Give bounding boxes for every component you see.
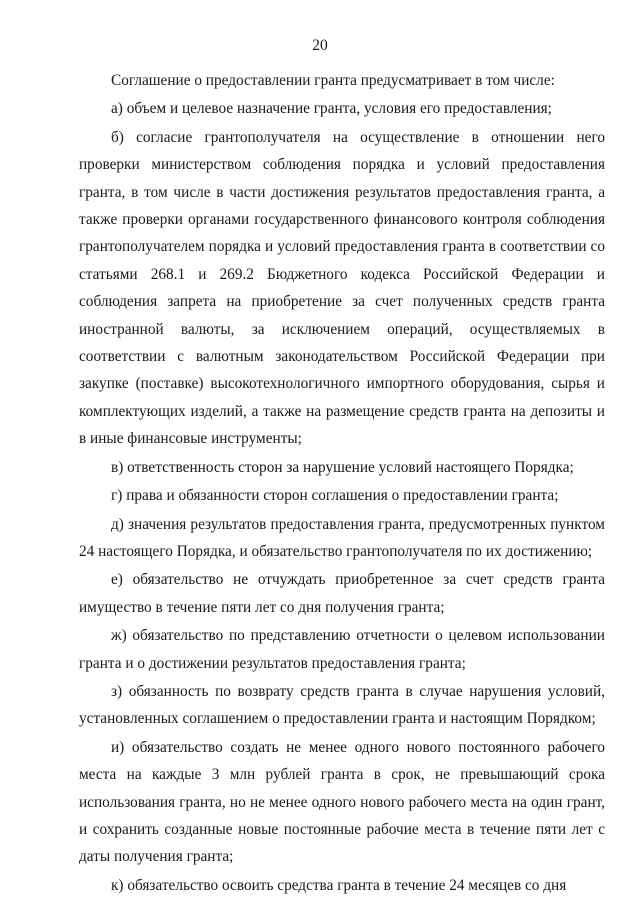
paragraph-item-g: г) права и обязанности сторон соглашения о предоставлении гранта; [111, 487, 559, 505]
paragraph-item-e: е) обязательство не отчуждать приобретенное за счет средств гранта имущество в течение пяти лет со дня получения гранта; [79, 571, 605, 616]
page-number: 20 [312, 37, 328, 54]
paragraph-item-b: б) согласие грантополучателя на осуществление в отношении него проверки министерством соблюдения порядка и условий предоставления гранта, в том числе в части достижения результатов предоставления гранта, а также проверки органами государственного финансового контроля соблюдения грантополучателем порядка и условий предоставления гранта в соответствии со статьями 268.1 и 269.2 Бюджетного кодекса Российской Федерации и соблюдения запрета на приобретение за счет полученных средств гранта иностранной валюты, за исключением операций, осуществляемых в соответствии с валютным законодательством Российской Федерации при закупке (поставке) высокотехнологичного импортного оборудования, сырья и комплектующих изделий, а также на размещение средств гранта на депозиты и в иные финансовые инструменты; [79, 128, 605, 448]
paragraph-item-d: д) значения результатов предоставления гранта, предусмотренных пунктом 24 настоящего Порядка, и обязательство грантополучателя по их достижению; [79, 515, 605, 560]
paragraph-item-zh: ж) обязательство по представлению отчетности о целевом использовании гранта и о достижении результатов предоставления гранта; [79, 627, 605, 672]
paragraph-item-a: а) объем и целевое назначение гранта, условия его предоставления; [111, 100, 552, 118]
paragraph-intro: Соглашение о предоставлении гранта предусматривает в том числе: [111, 72, 555, 89]
paragraph-item-z: з) обязанность по возврату средств гранта в случае нарушения условий, установленных соглашением о предоставлении гранта и настоящим Порядком; [79, 682, 605, 728]
paragraph-item-v: в) ответственность сторон за нарушение условий настоящего Порядка; [111, 458, 574, 476]
document-body [79, 67, 605, 900]
paragraph-item-k: к) обязательство освоить средства гранта в течение 24 месяцев со дня [111, 876, 567, 894]
paragraph-item-i: и) обязательство создать не менее одного нового постоянного рабочего места на каждые 3 млн рублей гранта в срок, не превышающий срока использования гранта, но не менее одного нового рабочего места на один грант, и сохранить созданные новые постоянные рабочие места в течение пяти лет с даты получения гранта; [79, 738, 605, 866]
